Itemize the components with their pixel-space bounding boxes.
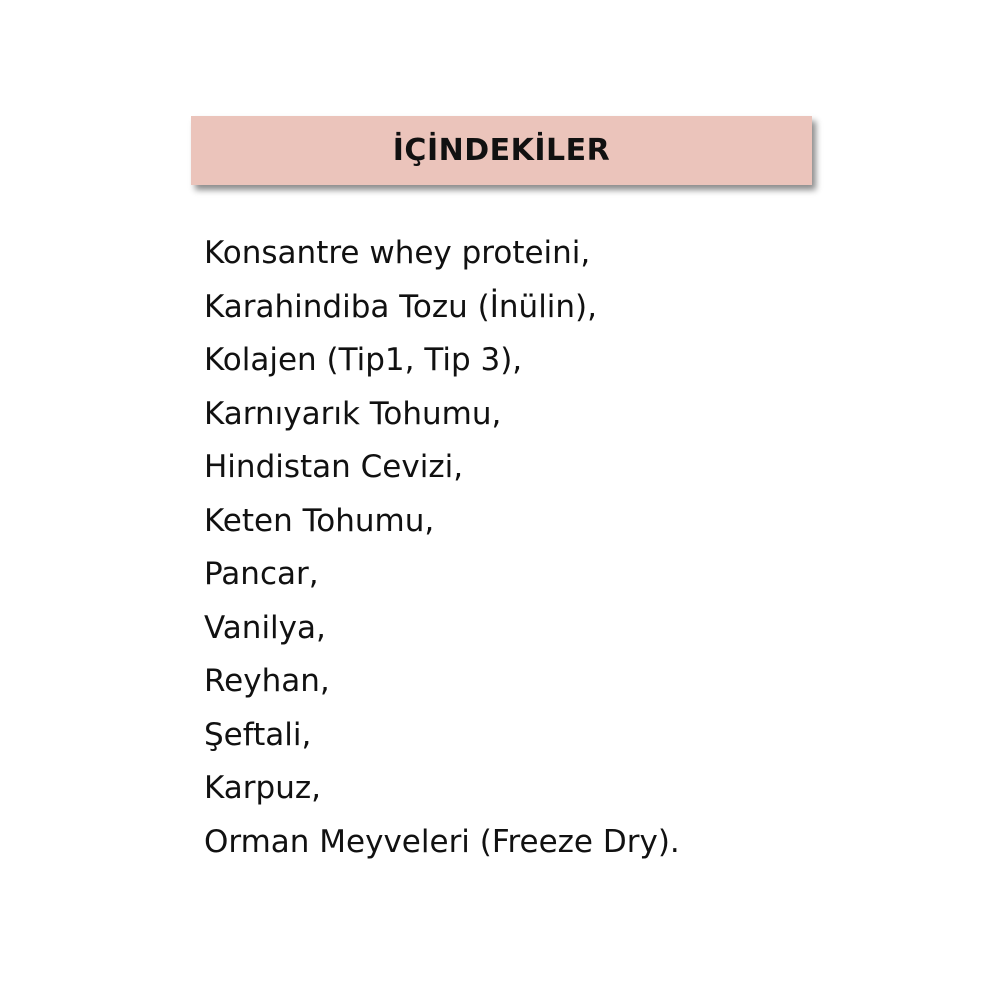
ingredient-item: Karpuz, [204, 770, 321, 806]
ingredient-item: Kolajen (Tip1, Tip 3), [204, 342, 523, 378]
ingredient-item: Pancar, [204, 556, 319, 592]
ingredient-item: Konsantre whey proteini, [204, 235, 591, 271]
ingredient-item: Reyhan, [204, 663, 330, 699]
ingredient-item: Şeftali, [204, 716, 312, 753]
ingredient-list [204, 227, 680, 869]
page-title: İÇİNDEKİLER [392, 133, 611, 168]
header-banner [191, 116, 812, 185]
ingredient-item: Hindistan Cevizi, [204, 449, 464, 485]
ingredient-item: Vanilya, [204, 609, 326, 646]
ingredient-item: Orman Meyveleri (Freeze Dry). [204, 823, 680, 860]
ingredient-item: Karnıyarık Tohumu, [204, 395, 502, 432]
ingredient-item: Karahindiba Tozu (İnülin), [204, 288, 598, 325]
ingredient-item: Keten Tohumu, [204, 502, 435, 539]
